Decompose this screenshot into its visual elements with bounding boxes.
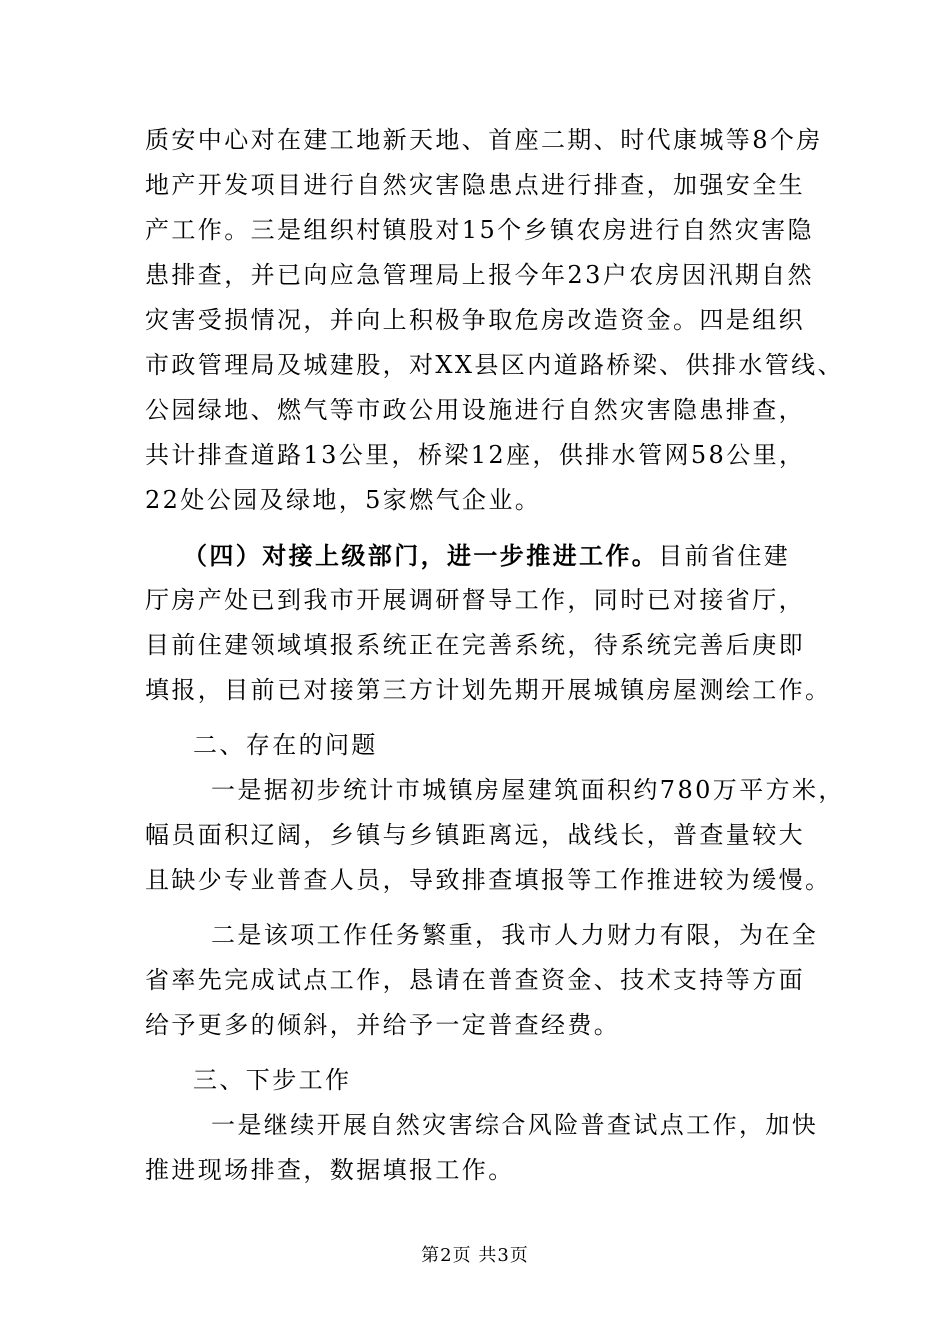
text-line: 质安中心对在建工地新天地、首座二期、时代康城等8个房 bbox=[145, 126, 823, 154]
text-line: 省率先完成试点工作，恳请在普查资金、技术支持等方面 bbox=[145, 966, 805, 994]
text-line: 患排查，并已向应急管理局上报今年23户农房因汛期自然 bbox=[145, 261, 814, 289]
text-line: 给予更多的倾斜，并给予一定普查经费。 bbox=[145, 1011, 621, 1039]
text-line: 公园绿地、燃气等市政公用设施进行自然灾害隐患排查， bbox=[145, 396, 805, 424]
text-line: 且缺少专业普查人员，导致排查填报等工作推进较为缓慢。 bbox=[145, 866, 832, 894]
text-line: 22处公园及绿地，5家燃气企业。 bbox=[145, 486, 542, 514]
text-line: 厅房产处已到我市开展调研督导工作，同时已对接省厅， bbox=[145, 586, 805, 614]
text-line: 二是该项工作任务繁重，我市人力财力有限，为在全 bbox=[211, 921, 819, 949]
text-line: 市政管理局及城建股，对XX县区内道路桥梁、供排水管线、 bbox=[145, 351, 844, 379]
text-line: 共计排查道路13公里，桥梁12座，供排水管网58公里， bbox=[145, 441, 806, 469]
section-4-lead bbox=[145, 533, 815, 578]
text-line: 一是继续开展自然灾害综合风险普查试点工作，加快 bbox=[211, 1111, 819, 1139]
section-4-title: （四）对接上级部门，进一步推进工作。 bbox=[183, 541, 659, 570]
section-heading-problems: 二、存在的问题 bbox=[193, 731, 378, 759]
text-line: 产工作。三是组织村镇股对15个乡镇农房进行自然灾害隐 bbox=[145, 216, 814, 244]
text-line: 地产开发项目进行自然灾害隐患点进行排查，加强安全生 bbox=[145, 171, 805, 199]
text-line: 灾害受损情况，并向上积极争取危房改造资金。四是组织 bbox=[145, 306, 805, 334]
text-line: 填报，目前已对接第三方计划先期开展城镇房屋测绘工作。 bbox=[145, 676, 832, 704]
document-body bbox=[145, 118, 845, 1193]
text-line: 推进现场排查，数据填报工作。 bbox=[145, 1156, 515, 1184]
page-number: 第2页 共3页 bbox=[421, 1245, 529, 1266]
section-heading-next-steps: 三、下步工作 bbox=[193, 1066, 352, 1094]
text-line: 一是据初步统计市城镇房屋建筑面积约780万平方米， bbox=[211, 776, 845, 804]
text-line: 目前住建领域填报系统正在完善系统，待系统完善后庚即 bbox=[145, 631, 805, 659]
text-line: 幅员面积辽阔，乡镇与乡镇距离远，战线长，普查量较大 bbox=[145, 821, 805, 849]
section-4-lead-text: 目前省住建 bbox=[658, 542, 791, 570]
